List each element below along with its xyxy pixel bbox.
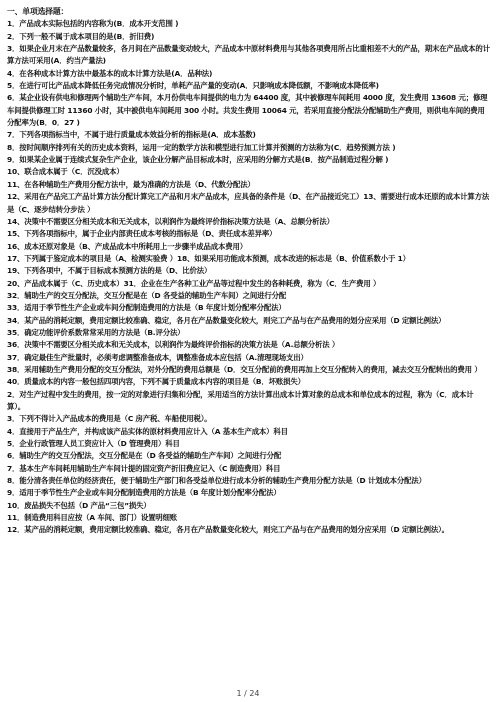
question-item: 17、下列属于鉴定成本的项目是（A、检测实验费 ）18、如果采用功能成本预测，成本改进的标志是（B、价值系数小于 1） — [7, 253, 410, 263]
document-body — [7, 6, 490, 537]
question-item: 40．质量成本的内容一般包括四项内容，下列不属于质量成本内容的项目是（B．坏账损失） — [7, 377, 305, 387]
question-item: 20、产品成本属于（C、历史成本）31．企业在生产各种工业产品等过程中发生的各种耗费，称为（C．生产费用 ） — [7, 278, 381, 288]
question-item: 6．辅助生产的交互分配法，交互分配是在（D 各受益的辅助生产车间）之间进行分配 — [7, 451, 282, 461]
question-item: 16、成本还原对象是（B、产成品成本中所耗用上一步骤半成品成本费用） — [7, 241, 247, 251]
question-item: 14、决策中不需要区分相关成本和无关成本，以利润作为最终评价指标决策方法是（A、总额分析法） — [7, 216, 334, 226]
question-item: 33．适用于季节性生产企业或车间分配制造费用的方法是（B 年度计划分配率分配法） — [7, 303, 286, 313]
question-item: 38．采用辅助生产费用分配的交互分配法，对外分配的费用总额是（D．交互分配前的费用再加上交互分配转入的费用，减去交互分配转出的费用 ） — [7, 364, 482, 374]
question-item: 8．按时间顺序排列有关的历史成本资料，运用一定的数学方法和模型进行加工计算并预测的方法称为(C．趋势预测方法 ) — [7, 142, 396, 152]
question-list — [7, 18, 490, 536]
question-item: 15、下列各项指标中，属于企业内部责任成本考核的指标是（D、责任成本差异率） — [7, 229, 277, 239]
question-item: 1．产品成本实际包括的内容称为(B．成本开支范围 ) — [7, 19, 179, 29]
question-item: 35．确定功能评价系数常常采用的方法是（B.评分法） — [7, 327, 185, 337]
question-item: 32．辅助生产的交互分配法，交互分配是在（D 各受益的辅助生产车间）之间进行分配 — [7, 290, 287, 300]
question-item: 3．如果企业月末在产品数量较多，各月间在产品数量变动较大，产品成本中原材料费用与其他各项费用所占比重相差不大的产品，期末在产品成本的计算方法可采用(A．约当产量法) — [7, 44, 490, 66]
question-item: 37．确定最佳生产批量时，必须考虑调整准备成本，调整准备成本应包括（A.清理现场支出） — [7, 352, 308, 362]
question-item: 34．某产品的消耗定额，费用定额比较准确、稳定，各月在产品数量变化较大，则完工产品与在产品费用的划分应采用（D 定额比例法） — [7, 315, 446, 325]
question-item: 36．决策中不需要区分相关成本和无关成本，以利润作为最终评价指标的决策方法是（A.总额分析法 ） — [7, 340, 340, 350]
question-item: 11．制造费用科目应按（A 车间、部门）设置明细账 — [7, 513, 178, 523]
question-item: 4．直接用于产品生产，并构成该产品实体的原材料费用应计入（A 基本生产成本）科目 — [7, 426, 288, 436]
page-number: 1 / 24 — [236, 689, 260, 698]
question-item: 2．下列一般不属于成本项目的是(B．折旧费) — [7, 31, 155, 41]
question-item: 7．基本生产车间耗用辅助生产车间计提的固定资产折旧费应记入（C 制造费用）科目 — [7, 463, 281, 473]
question-item: 11、在各种辅助生产费用分配方法中，最为准确的方法是（D、代数分配法） — [7, 179, 255, 189]
question-item: 10、联合成本属于（C．沉没成本） — [7, 167, 124, 177]
question-item: 2．对生产过程中发生的费用，按一定的对象进行归集和分配，采用适当的方法计算出成本计算对象的总成本和单位成本的过程，称为（C．成本计算）。 — [7, 389, 474, 411]
question-item: 10．废品损失不包括（D 产品“三包”损失） — [7, 500, 151, 510]
question-item: 9．如果某企业属于连续式复杂生产企业，该企业分解产品目标成本时，应采用的分解方式是(B．按产品制造过程分解 ) — [7, 155, 389, 165]
question-item: 4．在各种成本计算方法中最基本的成本计算方法是(A．品种法) — [7, 68, 213, 78]
question-item: 6．某企业设有供电和修理两个辅助生产车间，本月份供电车间提供的电力为 64400 度，其中被修理车间耗用 4000 度，发生费用 13608 元；修理车间提供修理工时 11360 小时，其中被供电车间耗用 300 小时。共发生费用 10064 元，若采用直接分配法分配辅助生产费用，则供电车间的费用分配率为(B．0．27 ) — [7, 93, 488, 128]
question-item: 5．在进行可比产品成本降低任务完成情况分析时，单耗产品产量的变动(A．只影响成本降低额，不影响成本降低率) — [7, 81, 379, 91]
question-item: 12、采用在产品完工产品计算方法分配计算完工产品和月末产品成本，应具备的条件是（D、在产品接近完工）13、需要进行成本还原的成本计算方法是（C、逐步结转分步法 ） — [7, 192, 490, 214]
question-item: 5．企业行政管理人员工资应计入（D 管理费用）科目 — [7, 439, 180, 449]
question-item: 8．能分清各责任单位的经济责任，便于辅助生产部门和各受益单位进行成本分析的辅助生产费用分配方法是（D 计划成本分配法） — [7, 476, 426, 486]
question-item: 3．下列不得计入产品成本的费用是（C 房产税、车船使用税）。 — [7, 414, 212, 424]
question-item: 9．适用于季节性生产企业或车间分配制造费用的方法是（B 年度计划分配率分配法） — [7, 488, 281, 498]
section-title: 一、单项选择题： — [7, 7, 69, 16]
question-item: 19、下列各项中，不属于目标成本预测方法的是（D、比价法） — [7, 266, 212, 276]
question-item: 7．下列各项指标当中，不属于进行质量成本效益分析的指标是(A．成本基数) — [7, 130, 256, 140]
question-item: 12．某产品的消耗定额，费用定额比较准确、稳定，各月在产品数量变化较大，则完工产品与在产品费用的划分应采用（D 定额比例法）。 — [7, 525, 449, 535]
